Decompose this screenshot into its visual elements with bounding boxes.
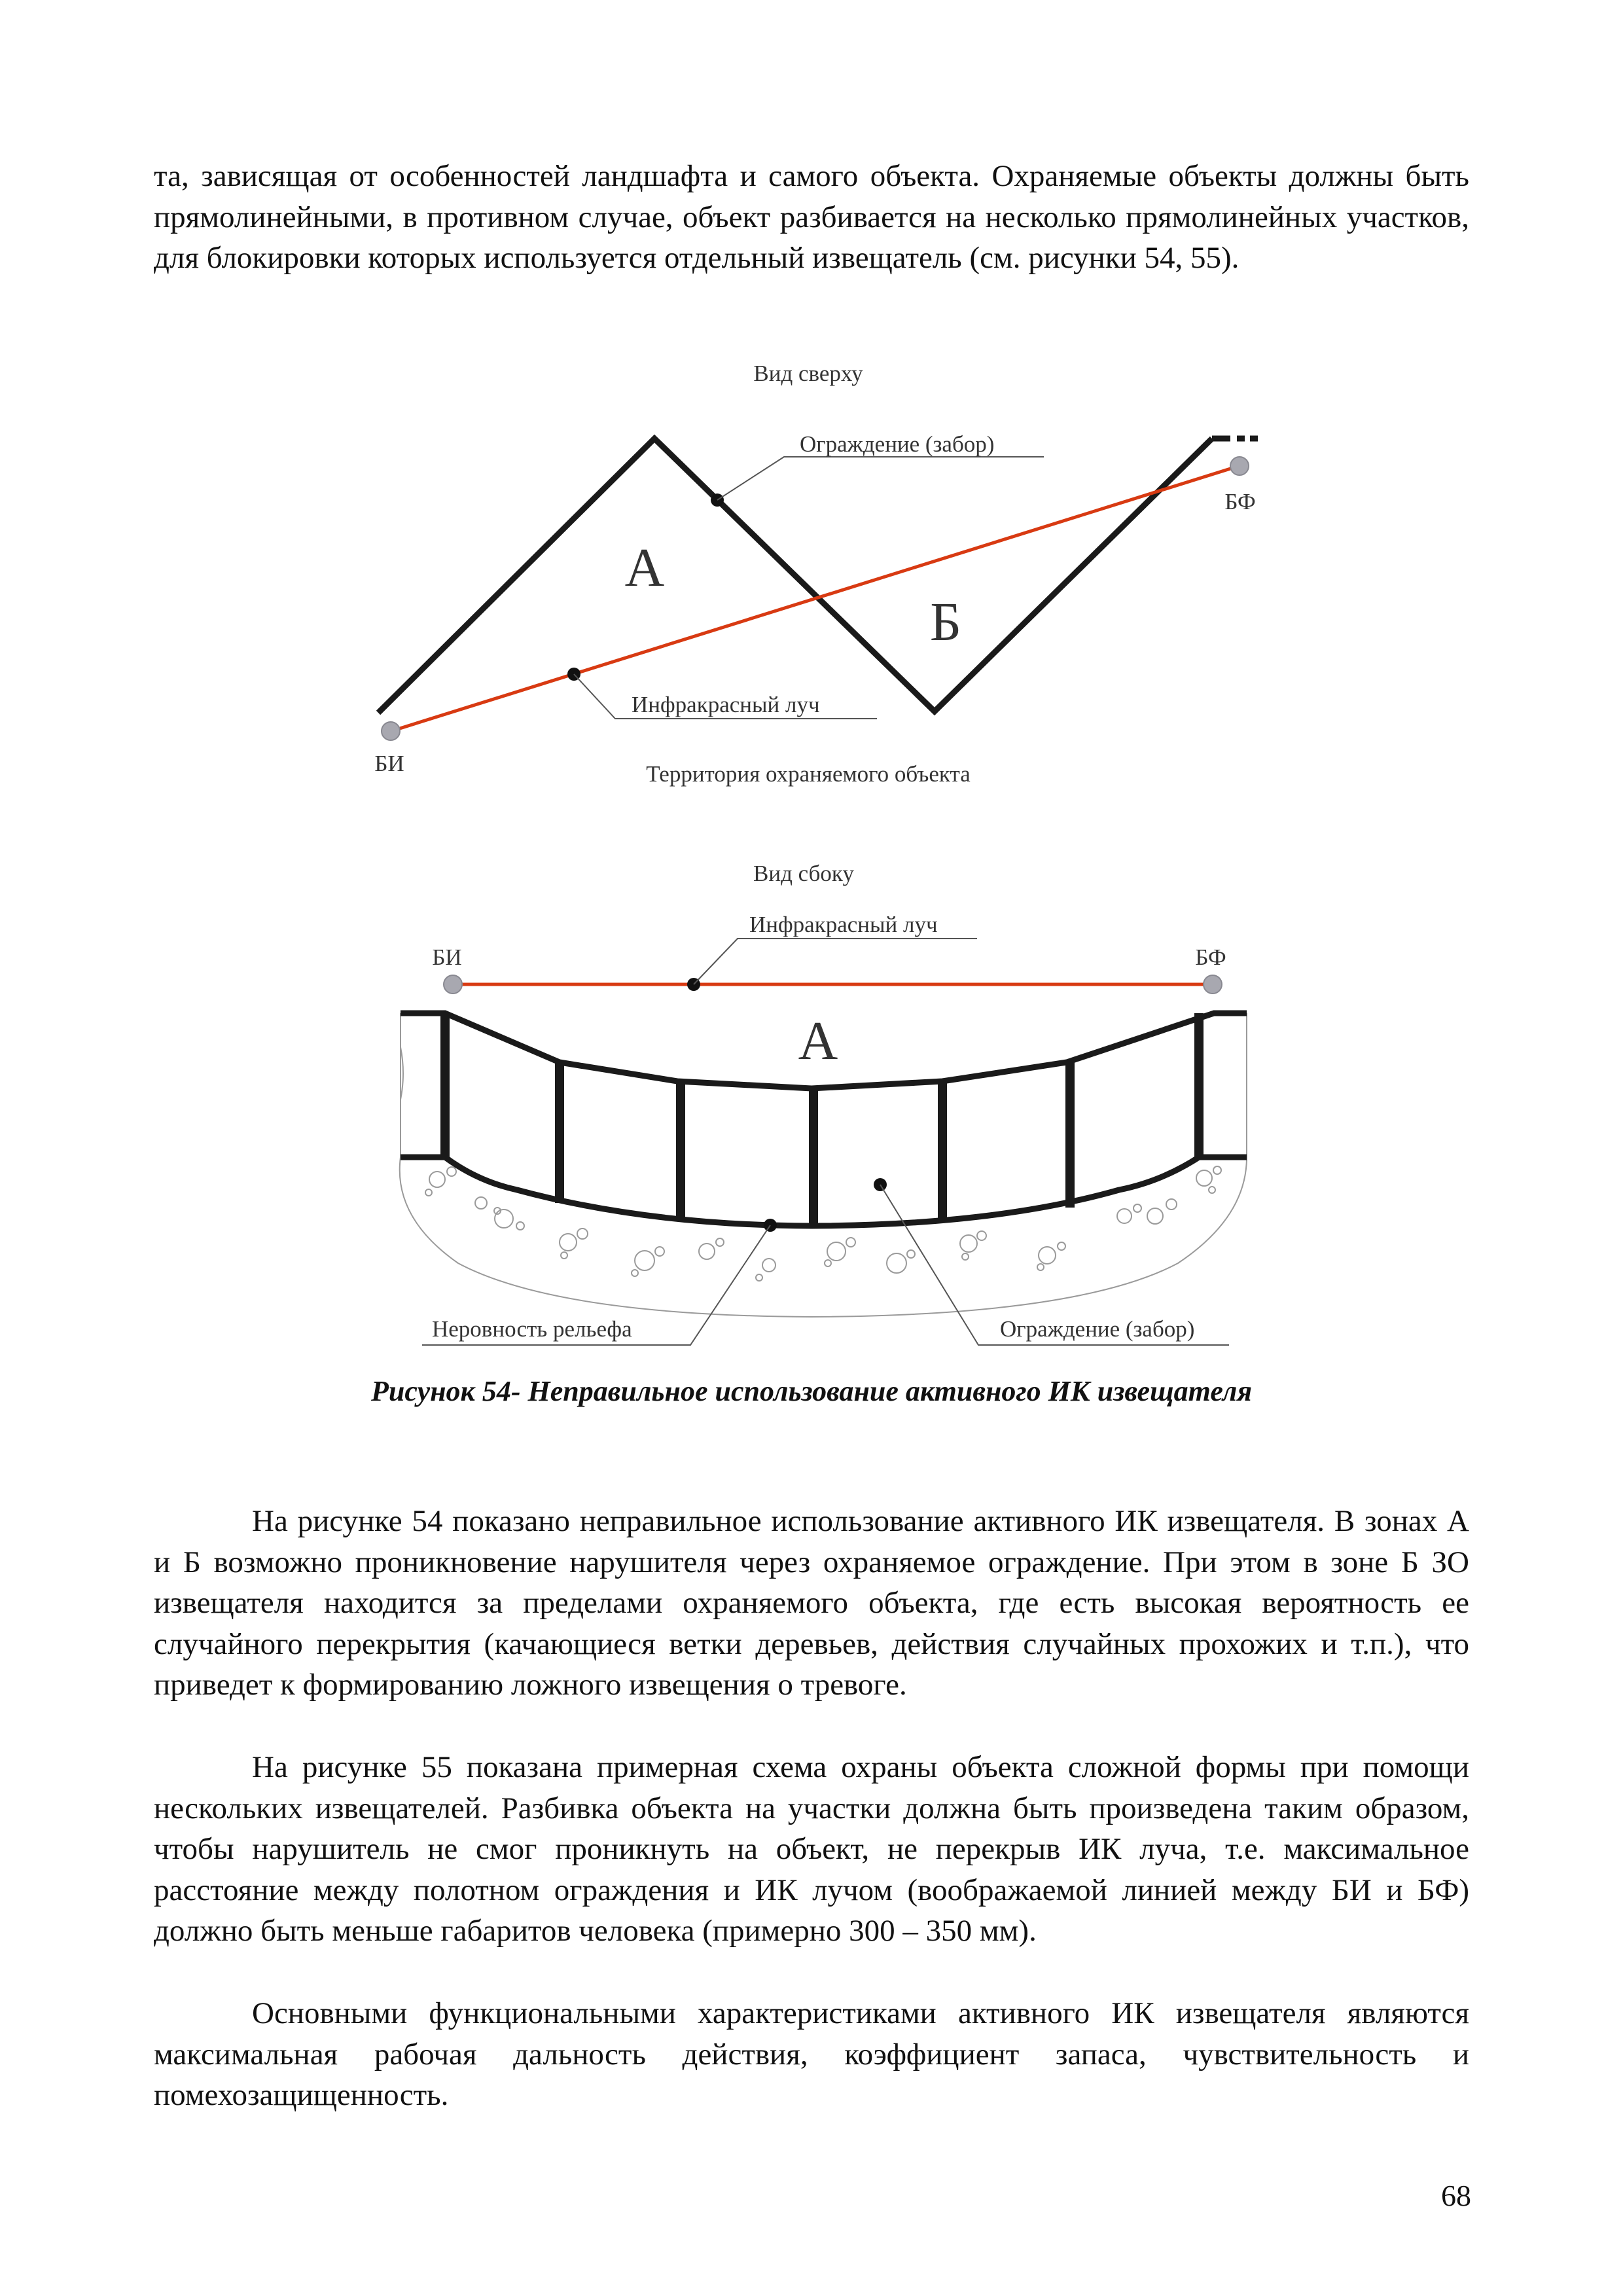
paragraph-1: На рисунке 54 показано неправильное использование активного ИК извещателя. В зонах А и Б возможно проникновение нарушителя через охраняемое ограждение. При этом в зоне Б ЗО извещателя находится за пределами охраняемого объекта, где есть высокая вероятность ее случайного перекрытия (качающиеся ветки деревьев, действия случайных прохожих и т.п.), что приведет к формированию ложного извещения о тревоге.: [154, 1504, 1469, 1702]
side-receiver-icon: [1204, 975, 1222, 994]
side-transmitter-icon: [444, 975, 462, 994]
top-zone-b-label: Б: [929, 592, 962, 653]
top-view-title: Вид сверху: [753, 361, 863, 386]
top-fence-line: [378, 439, 1212, 713]
top-receiver-label: БФ: [1224, 489, 1256, 514]
top-beam-label: Инфракрасный луч: [632, 692, 820, 717]
page-number: 68: [1441, 2179, 1471, 2212]
paragraph-2: На рисунке 55 показана примерная схема охраны объекта сложной формы при помощи нескольких извещателей. Разбивка объекта на участки должна быть произведена таким образом, чтобы нарушитель не смог проникнуть на объект, не перекрыв ИК луча, т.е. максимальное расстояние между полотном ограждения и ИК лучом (воображаемой линией между БИ и БФ) должно быть меньше габаритов человека (примерно 300 – 350 мм).: [154, 1750, 1469, 1948]
top-fence-label: Ограждение (забор): [800, 431, 995, 457]
top-zone-a-label: А: [624, 537, 665, 598]
side-beam-label: Инфракрасный луч: [749, 912, 938, 937]
side-zone-a-label: А: [798, 1011, 838, 1071]
side-fence-label: Ограждение (забор): [1000, 1316, 1195, 1342]
side-receiver-label: БФ: [1195, 944, 1226, 970]
territory-label: Территория охраняемого объекта: [646, 761, 971, 787]
top-fence-leader: [717, 457, 1044, 500]
side-view-title: Вид сбоку: [753, 861, 854, 886]
intro-paragraph: та, зависящая от особенностей ландшафта и самого объекта. Охраняемые объекты должны быть прямолинейными, в противном случае, объект разбивается на несколько прямолинейных участков, для блокировки которых используется отдельный извещатель (см. рисунки 54, 55).: [154, 159, 1469, 275]
side-beam-leader: [694, 939, 977, 984]
top-transmitter-label: БИ: [374, 751, 404, 776]
top-receiver-icon: [1230, 457, 1249, 475]
paragraph-3: Основными функциональными характеристиками активного ИК извещателя являются максимальная рабочая дальность действия, коэффициент запаса, чувствительность и помехозащищенность.: [154, 1996, 1469, 2112]
side-fence-bottom-rail: [401, 1157, 1247, 1226]
terrain-underground: [400, 1157, 1247, 1317]
top-transmitter-icon: [382, 722, 400, 740]
side-transmitter-label: БИ: [432, 944, 462, 970]
terrain-label: Неровность рельефа: [432, 1316, 632, 1342]
figure-caption: Рисунок 54- Неправильное использование активного ИК извещателя: [371, 1375, 1252, 1407]
